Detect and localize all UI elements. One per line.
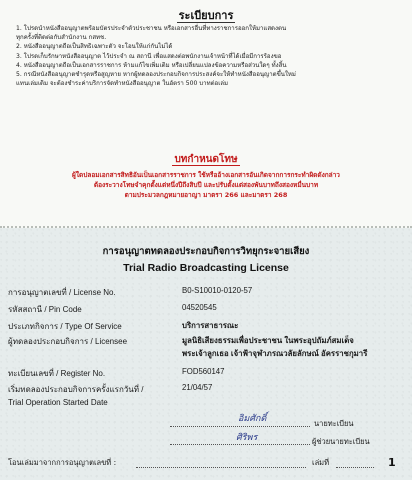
rule-item: 2. หนังสืออนุญาตถือเป็นสิทธิเฉพาะตัว จะโอนให้แก่กันไม่ได้	[16, 43, 173, 51]
license-no-value: B0-S10010-0120-57	[182, 286, 253, 295]
transfer-label: โอนเล่มมาจากการอนุญาตเลขที่ :	[8, 458, 117, 467]
penalty-text	[0, 170, 412, 200]
register-no-label: ทะเบียนเลขที่ / Register No.	[8, 369, 106, 378]
register-no-value: FOD560147	[182, 367, 225, 376]
transfer-dotted-line	[136, 466, 306, 468]
license-title-english: Trial Radio Broadcasting License	[123, 262, 289, 274]
assistant-signature-line	[170, 443, 310, 445]
registrar-label: นายทะเบียน	[314, 419, 354, 428]
licensee-value-line1: มูลนิธิเสียงธรรมเพื่อประชาชน ในพระอุปถัมภ์สมเด็จ	[182, 336, 354, 345]
rules-title: ระเบียบการ	[178, 9, 234, 22]
service-type-value: บริการสาธารณะ	[182, 321, 239, 330]
pin-code-value: 04520545	[182, 303, 217, 312]
start-date-value: 21/04/57	[182, 383, 213, 392]
penalty-line: ต้องระวางโทษจำคุกตั้งแต่หนึ่งปีถึงสิบปี และปรับตั้งแต่สองพันบาทถึงสองหมื่นบาท	[93, 181, 319, 189]
rule-item: 1. โปรดนำหนังสืออนุญาตพร้อมบัตรประจำตัวประชาชน หรือเอกสารอื่นที่ทางราชการออกให้มาแสดงตน	[16, 25, 287, 32]
licensee-value-line2: พระเจ้าลูกเธอ เจ้าฟ้าจุฬาภรณวลัยลักษณ์ อัครราชกุมารี	[182, 349, 368, 358]
rule-item: ทุกครั้งที่ติดต่อกับสำนักงาน กสทช.	[16, 34, 107, 42]
rule-item: 5. กรณีหนังสืออนุญาตชำรุดหรือสูญหาย หากผู้ทดลองประกอบกิจการประสงค์จะให้ทำหนังสืออนุญาตขึ้นใหม่	[16, 71, 296, 79]
book-no-dotted-line	[336, 466, 374, 468]
penalty-line: ตามประมวลกฎหมายอาญา มาตรา 266 และมาตรา 268	[124, 191, 288, 199]
license-no-label: การอนุญาตเลขที่ / License No.	[8, 288, 116, 297]
assistant-signature: ศิริพร	[236, 433, 258, 443]
penalty-title: บทกำหนดโทษ	[174, 154, 238, 165]
rules-list	[16, 24, 402, 88]
assistant-registrar-label: ผู้ช่วยนายทะเบียน	[312, 437, 370, 446]
rule-item: 3. โปรดเก็บรักษาหนังสืออนุญาต ไว้ประจำ ณ สถานี เพื่อแสดงต่อพนักงานเจ้าหน้าที่ได้เมื่อมีการร้องขอ	[16, 52, 282, 60]
service-type-label: ประเภทกิจการ / Type Of Service	[8, 322, 122, 331]
book-no-label: เล่มที่	[312, 458, 330, 467]
rules-section	[0, 0, 412, 228]
page-number: 1	[388, 456, 396, 469]
rule-item: 4. หนังสืออนุญาตถือเป็นเอกสารราชการ ห้ามแก้ไขเพิ่มเติม หรือเปลี่ยนแปลงข้อความหรือส่วนใดๆ ทั้งสิ้น	[16, 61, 287, 69]
licensee-label: ผู้ทดลองประกอบกิจการ / Licensee	[8, 337, 128, 346]
rule-item: แทนเล่มเดิม จะต้องชำระค่าบริการจัดทำหนังสืออนุญาต ในอัตรา 500 บาทต่อเล่ม	[16, 80, 229, 88]
license-title-thai: การอนุญาตทดลองประกอบกิจการวิทยุกระจายเสียง	[102, 246, 310, 257]
start-date-label: เริ่มทดลองประกอบกิจการครั้งแรกวันที่ /	[8, 385, 144, 394]
pin-code-label: รหัสสถานี / Pin Code	[8, 305, 82, 314]
penalty-line: ผู้ใดปลอมเอกสารสิทธิอันเป็นเอกสารราชการ ใช้หรืออ้างเอกสารอันเกิดจากการกระทำผิดดังกล่าว	[72, 171, 340, 179]
registrar-signature-line	[170, 425, 310, 427]
registrar-signature: อิมศักดิ์	[238, 414, 267, 424]
start-date-label-en: Trial Operation Started Date	[8, 398, 108, 407]
